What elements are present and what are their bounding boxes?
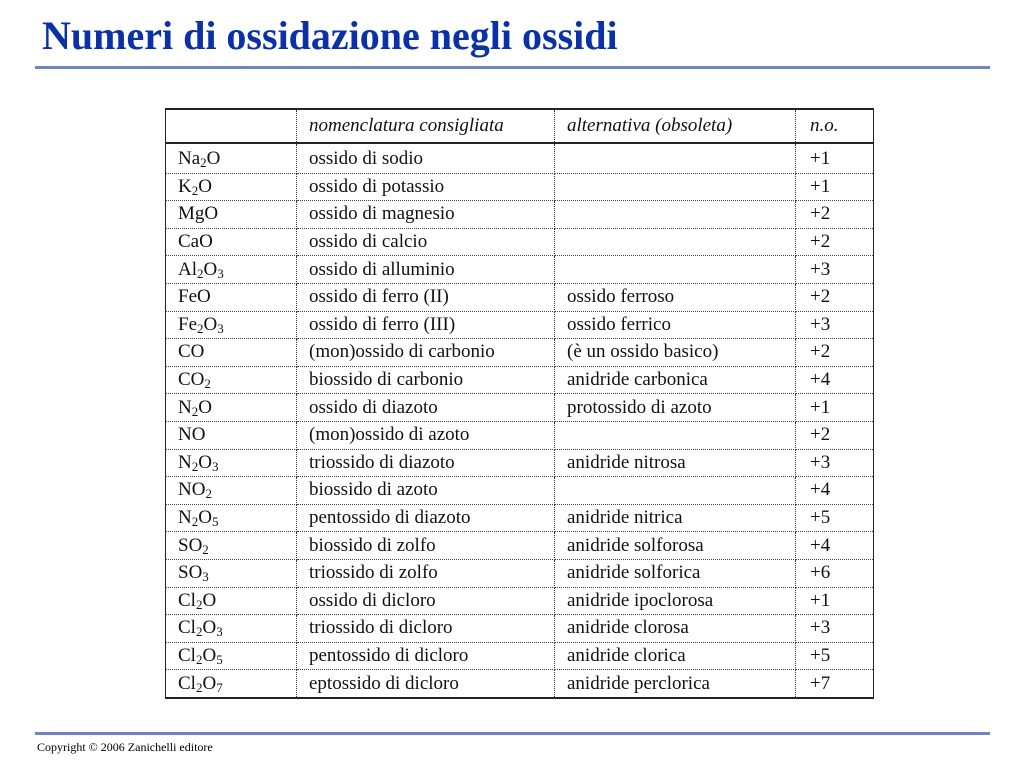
cell-formula: [166, 587, 297, 615]
cell-recommended-name: biossido di carbonio: [297, 366, 555, 394]
cell-alternative-name: anidride clorica: [555, 642, 796, 670]
table-row: [166, 394, 874, 422]
formula-element: SO: [178, 534, 203, 556]
cell-formula: [166, 228, 297, 256]
cell-formula: [166, 449, 297, 477]
cell-recommended-name: (mon)ossido di azoto: [297, 421, 555, 449]
cell-oxidation-number: +2: [796, 283, 874, 311]
formula-element: O: [198, 396, 212, 418]
header-formula: [166, 109, 297, 143]
cell-alternative-name: [555, 143, 796, 173]
formula-element: N: [178, 396, 192, 418]
formula-subscript: 2: [197, 320, 204, 336]
cell-alternative-name: anidride perclorica: [555, 670, 796, 698]
cell-oxidation-number: +3: [796, 449, 874, 477]
cell-formula: [166, 559, 297, 587]
cell-recommended-name: ossido di dicloro: [297, 587, 555, 615]
cell-recommended-name: ossido di calcio: [297, 228, 555, 256]
formula-element: SO: [178, 562, 203, 584]
formula-element: N: [178, 507, 192, 529]
formula-element: O: [198, 451, 212, 473]
cell-oxidation-number: +4: [796, 477, 874, 505]
cell-formula: [166, 283, 297, 311]
header-alternative-name: alternativa (obsoleta): [555, 109, 796, 143]
cell-oxidation-number: +5: [796, 504, 874, 532]
table-row: [166, 366, 874, 394]
cell-formula: [166, 201, 297, 229]
cell-oxidation-number: +1: [796, 394, 874, 422]
cell-recommended-name: pentossido di diazoto: [297, 504, 555, 532]
formula-subscript: 3: [217, 265, 224, 281]
cell-oxidation-number: +1: [796, 173, 874, 201]
formula-subscript: 2: [191, 514, 199, 530]
formula-element: K: [178, 175, 192, 197]
cell-formula: [166, 642, 297, 670]
cell-oxidation-number: +2: [796, 201, 874, 229]
cell-recommended-name: ossido di alluminio: [297, 256, 555, 284]
table-row: [166, 532, 874, 560]
cell-recommended-name: ossido di ferro (II): [297, 283, 555, 311]
cell-recommended-name: ossido di potassio: [297, 173, 555, 201]
cell-alternative-name: anidride solforica: [555, 559, 796, 587]
formula-element: Al: [178, 258, 197, 280]
cell-alternative-name: anidride ipoclorosa: [555, 587, 796, 615]
oxides-table: [165, 108, 874, 699]
formula-subscript: 2: [197, 265, 204, 281]
cell-alternative-name: [555, 477, 796, 505]
cell-oxidation-number: +3: [796, 615, 874, 643]
formula-subscript: 2: [191, 458, 199, 474]
cell-oxidation-number: +1: [796, 587, 874, 615]
table-row: [166, 615, 874, 643]
cell-formula: [166, 256, 297, 284]
formula-element: O: [202, 672, 217, 694]
cell-oxidation-number: +7: [796, 670, 874, 698]
cell-oxidation-number: +2: [796, 339, 874, 367]
cell-formula: [166, 339, 297, 367]
cell-recommended-name: ossido di diazoto: [297, 394, 555, 422]
cell-oxidation-number: +5: [796, 642, 874, 670]
table-row: [166, 642, 874, 670]
table-row: [166, 670, 874, 698]
cell-recommended-name: triossido di diazoto: [297, 449, 555, 477]
table-row: [166, 559, 874, 587]
formula-subscript: 2: [195, 624, 203, 640]
formula-element: Cl: [178, 672, 196, 694]
formula-subscript: 2: [202, 541, 209, 557]
formula-subscript: 2: [195, 651, 203, 667]
formula-element: O: [206, 148, 221, 170]
cell-recommended-name: triossido di dicloro: [297, 615, 555, 643]
cell-oxidation-number: +6: [796, 559, 874, 587]
cell-formula: [166, 421, 297, 449]
cell-alternative-name: [555, 201, 796, 229]
cell-alternative-name: ossido ferrico: [555, 311, 796, 339]
cell-formula: [166, 143, 297, 173]
cell-oxidation-number: +3: [796, 256, 874, 284]
cell-formula: [166, 504, 297, 532]
formula-subscript: 2: [191, 182, 199, 198]
formula-element: NO: [178, 479, 206, 501]
formula-element: NO: [178, 424, 206, 446]
formula-subscript: 7: [216, 679, 223, 695]
cell-formula: [166, 366, 297, 394]
cell-oxidation-number: +1: [796, 143, 874, 173]
formula-subscript: 3: [217, 320, 224, 336]
cell-recommended-name: biossido di zolfo: [297, 532, 555, 560]
table-row: [166, 228, 874, 256]
cell-alternative-name: anidride solforosa: [555, 532, 796, 560]
table-row: [166, 256, 874, 284]
cell-alternative-name: [555, 228, 796, 256]
table-row: [166, 311, 874, 339]
formula-element: Cl: [178, 644, 196, 666]
table-body: [166, 143, 874, 698]
cell-formula: [166, 173, 297, 201]
formula-element: O: [203, 313, 218, 335]
cell-oxidation-number: +3: [796, 311, 874, 339]
header-recommended-name: nomenclatura consigliata: [297, 109, 555, 143]
formula-subscript: 3: [202, 569, 209, 585]
formula-subscript: 2: [205, 486, 212, 502]
table-row: [166, 421, 874, 449]
formula-element: Na: [178, 148, 201, 170]
table-row: [166, 173, 874, 201]
formula-subscript: 2: [195, 596, 203, 612]
footer-divider: [35, 732, 990, 735]
formula-element: O: [202, 617, 217, 639]
oxides-table-container: [165, 108, 873, 699]
table-row: [166, 339, 874, 367]
table-row: [166, 449, 874, 477]
formula-element: MgO: [178, 203, 219, 225]
cell-alternative-name: anidride nitrica: [555, 504, 796, 532]
formula-element: O: [198, 175, 212, 197]
cell-recommended-name: ossido di sodio: [297, 143, 555, 173]
table-row: [166, 283, 874, 311]
table-row: [166, 143, 874, 173]
formula-subscript: 3: [216, 624, 223, 640]
cell-alternative-name: [555, 256, 796, 284]
cell-recommended-name: ossido di magnesio: [297, 201, 555, 229]
formula-element: CaO: [178, 231, 213, 253]
formula-element: CO: [178, 341, 205, 363]
table-header-row: [166, 109, 874, 143]
formula-element: O: [202, 589, 217, 611]
cell-oxidation-number: +4: [796, 366, 874, 394]
title-divider: [35, 66, 990, 69]
cell-formula: [166, 532, 297, 560]
table-row: [166, 201, 874, 229]
cell-formula: [166, 615, 297, 643]
formula-subscript: 3: [211, 458, 219, 474]
cell-alternative-name: [555, 173, 796, 201]
cell-recommended-name: (mon)ossido di carbonio: [297, 339, 555, 367]
formula-element: CO: [178, 369, 205, 391]
formula-subscript: 2: [200, 155, 207, 171]
header-oxidation-number: n.o.: [796, 109, 874, 143]
cell-recommended-name: pentossido di dicloro: [297, 642, 555, 670]
formula-subscript: 2: [195, 679, 203, 695]
cell-recommended-name: ossido di ferro (III): [297, 311, 555, 339]
cell-formula: [166, 311, 297, 339]
copyright-notice: Copyright © 2006 Zanichelli editore: [37, 740, 213, 754]
formula-subscript: 2: [204, 376, 211, 392]
table-row: [166, 504, 874, 532]
formula-subscript: 2: [191, 403, 199, 419]
formula-element: O: [202, 644, 217, 666]
cell-oxidation-number: +2: [796, 421, 874, 449]
formula-element: O: [198, 507, 212, 529]
formula-element: N: [178, 451, 192, 473]
cell-oxidation-number: +2: [796, 228, 874, 256]
cell-alternative-name: anidride nitrosa: [555, 449, 796, 477]
cell-formula: [166, 670, 297, 698]
slide-title: Numeri di ossidazione negli ossidi: [42, 13, 618, 58]
formula-element: Fe: [178, 313, 197, 335]
table-row: [166, 587, 874, 615]
cell-formula: [166, 394, 297, 422]
cell-formula: [166, 477, 297, 505]
formula-element: Cl: [178, 589, 196, 611]
cell-alternative-name: [555, 421, 796, 449]
formula-element: Cl: [178, 617, 196, 639]
cell-recommended-name: eptossido di dicloro: [297, 670, 555, 698]
formula-element: O: [203, 258, 218, 280]
cell-recommended-name: triossido di zolfo: [297, 559, 555, 587]
cell-alternative-name: anidride carbonica: [555, 366, 796, 394]
cell-alternative-name: anidride clorosa: [555, 615, 796, 643]
cell-alternative-name: protossido di azoto: [555, 394, 796, 422]
cell-recommended-name: biossido di azoto: [297, 477, 555, 505]
table-row: [166, 477, 874, 505]
cell-alternative-name: (è un ossido basico): [555, 339, 796, 367]
formula-subscript: 5: [216, 651, 223, 667]
cell-oxidation-number: +4: [796, 532, 874, 560]
formula-element: FeO: [178, 286, 211, 308]
formula-subscript: 5: [211, 514, 219, 530]
cell-alternative-name: ossido ferroso: [555, 283, 796, 311]
